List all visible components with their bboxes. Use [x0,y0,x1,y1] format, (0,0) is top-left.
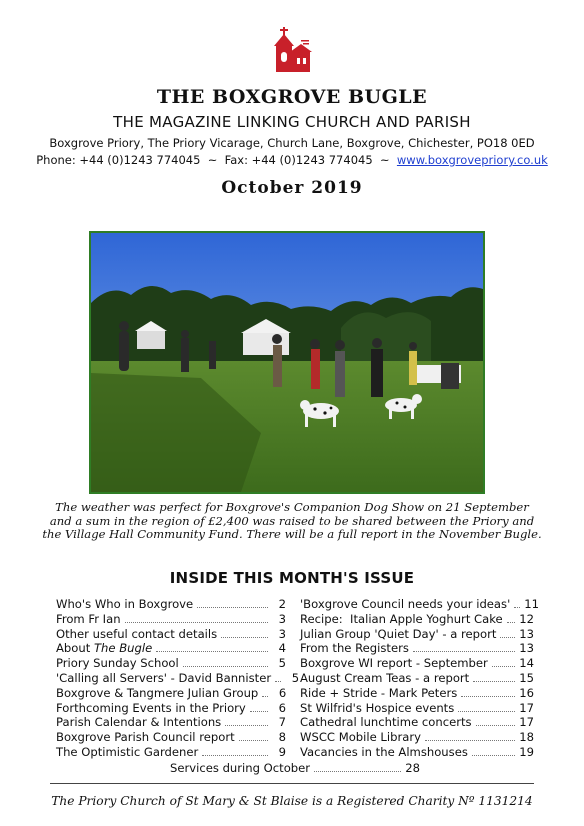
contents-entry[interactable] [56,627,286,642]
contents-entry[interactable] [300,686,534,701]
entry-title: Vacancies in the Almshouses [300,744,468,759]
services-entry[interactable] [170,761,420,776]
entry-title: Boxgrove Parish Council report [56,730,235,745]
entry-title: The Optimistic Gardener [56,744,199,759]
dot-leader [461,696,515,697]
contents-entry[interactable] [300,745,534,760]
dot-leader [413,651,515,652]
entry-title: 'Calling all Servers' - David Bannister [56,670,272,685]
dot-leader [183,666,268,667]
contents-entry[interactable] [56,641,286,656]
contents-entry[interactable] [300,730,534,745]
entry-page: 12 [519,611,534,626]
contents-entry[interactable] [300,641,534,656]
dot-leader [197,607,268,608]
charity-footer: The Priory Church of St Mary & St Blaise is a Registered Charity Nº 1131214 [51,794,533,808]
entry-page: 17 [519,715,534,730]
entry-title: Julian Group 'Quiet Day' - a report [300,626,497,641]
issue-date: October 2019 [221,178,363,198]
caption-line: and a sum in the region of £2,400 was raised to be shared between the Priory and [49,513,535,528]
entry-title-italic: The Bugle [93,641,153,656]
contents-entry[interactable] [56,730,286,745]
magazine-title: THE BOXGROVE BUGLE [156,86,428,108]
contents-heading: INSIDE THIS MONTH'S ISSUE [169,569,415,587]
magazine-subtitle: THE MAGAZINE LINKING CHURCH AND PARISH [113,113,471,131]
contents-entry[interactable] [56,670,300,686]
contents-entry[interactable] [56,715,286,730]
entry-title: Boxgrove & Tangmere Julian Group [56,685,259,700]
footer-divider [50,783,534,784]
contents-entry[interactable] [300,715,534,730]
entry-page: 17 [519,700,534,715]
dot-leader [425,740,515,741]
entry-page: 9 [278,744,286,759]
entry-title: Services during October [170,761,311,775]
entry-page: 6 [278,685,287,700]
entry-title: Who's Who in Boxgrove [56,597,194,611]
dot-leader [275,681,281,682]
entry-title [56,641,152,655]
entry-title: Other useful contact details [56,626,218,641]
phone-fax: Phone: +44 (0)1243 774045 ~ Fax: +44 (0)1243 774045 ~ [36,153,397,167]
photo-caption [40,501,544,542]
contents-entry[interactable] [56,701,286,716]
entry-title: Ride + Stride - Mark Peters [300,685,458,700]
contents-entry[interactable] [300,671,534,686]
dot-leader [156,651,268,652]
contents-entry[interactable] [300,656,534,671]
entry-title: Parish Calendar & Intentions [56,715,222,730]
entry-title: 'Boxgrove Council needs your ideas' [300,597,511,611]
entry-title: WSCC Mobile Library [300,730,421,745]
dot-leader [458,711,515,712]
website-link[interactable]: www.boxgrovepriory.co.uk [396,153,548,167]
contents-entry[interactable] [56,612,286,627]
entry-page: 4 [278,641,286,656]
dot-leader [125,622,268,623]
dot-leader [473,681,515,682]
entry-page: 13 [519,641,534,656]
entry-title: St Wilfrid's Hospice events [300,700,455,715]
entry-page: 3 [278,626,286,641]
entry-title: From the Registers [300,641,409,656]
entry-title: Priory Sunday School [56,656,179,671]
entry-title: Boxgrove WI report - September [300,656,488,671]
dot-leader [202,755,268,756]
entry-page: 18 [519,730,534,745]
entry-page: 19 [519,744,534,759]
caption-line: the Village Hall Community Fund. There will be a full report in the November Bugle. [42,527,542,541]
contents-entry[interactable] [56,745,286,760]
entry-page: 28 [405,761,420,775]
dot-leader [221,637,268,638]
entry-title: Recipe: Italian Apple Yoghurt Cake [300,611,503,626]
dot-leader [476,725,516,726]
contents-entry[interactable] [56,656,286,671]
entry-title-prefix: About [56,641,94,656]
entry-title: Forthcoming Events in the Priory [56,700,246,715]
contents-entry[interactable] [300,627,534,642]
contents-column-left [56,597,300,760]
entry-page: 16 [519,685,534,700]
entry-page: 13 [519,626,534,641]
address: Boxgrove Priory, The Priory Vicarage, Church Lane, Boxgrove, Chichester, PO18 0ED [49,136,535,150]
contents-entry[interactable] [300,701,534,716]
contents-entry[interactable] [56,686,286,701]
caption-line: The weather was perfect for Boxgrove's Companion Dog Show on 21 September [55,500,529,514]
entry-page: 15 [519,670,534,685]
dot-leader [472,755,515,756]
entry-title: Cathedral lunchtime concerts [300,715,472,730]
entry-page: 6 [278,700,286,715]
entry-page: 3 [278,611,286,626]
entry-title: August Cream Teas - a report [300,670,470,685]
dot-leader [492,666,515,667]
entry-page: 7 [278,715,286,730]
entry-page: 2 [278,597,286,611]
dog-show-photo [89,231,485,494]
entry-page: 11 [524,597,540,611]
entry-title: From Fr Ian [56,611,121,626]
church-logo-icon [268,26,316,74]
dot-leader [250,711,268,712]
dot-leader [262,696,268,697]
contact-line [0,153,584,167]
contents-entry[interactable] [300,597,540,612]
dot-leader [500,637,515,638]
entry-page: 5 [278,656,286,671]
dot-leader [314,771,401,772]
contents-entry[interactable] [300,612,534,627]
contents-entry[interactable] [56,597,286,612]
entry-page: 8 [278,730,286,745]
dot-leader [507,622,516,623]
dot-leader [239,740,268,741]
contents-column-right [300,597,540,760]
dot-leader [514,607,520,608]
entry-page: 5 [291,670,300,685]
dot-leader [225,725,268,726]
entry-page: 14 [519,656,534,671]
